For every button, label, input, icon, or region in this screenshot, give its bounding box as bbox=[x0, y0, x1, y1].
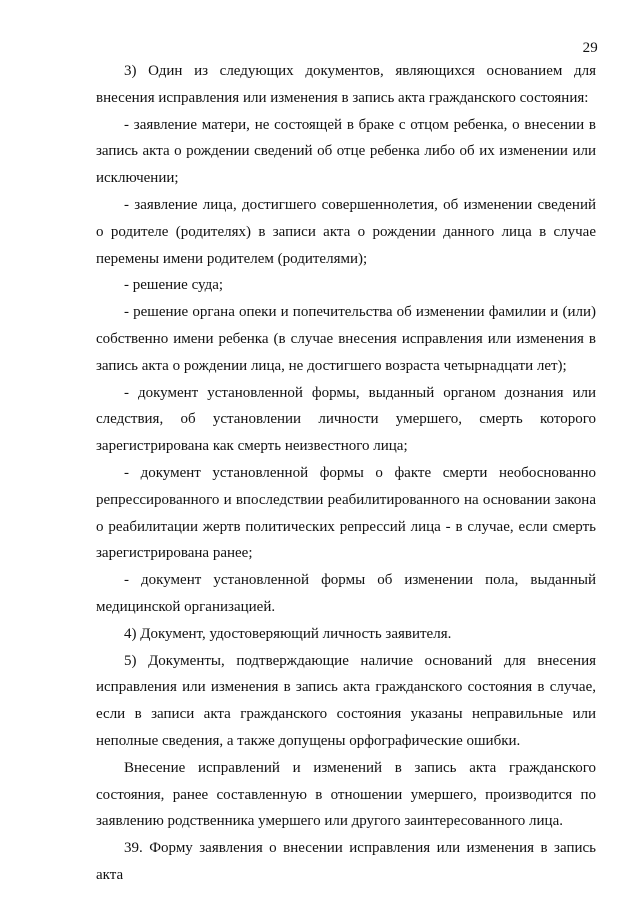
paragraph-mother-statement: - заявление матери, не состоящей в браке с отцом ребенка, о внесении в запись акта о рождении сведений об отце ребенка либо об их изменении или исключении; bbox=[96, 116, 596, 187]
paragraph-item-4: 4) Документ, удостоверяющий личность заявителя. bbox=[124, 625, 452, 642]
paragraph-deceased-corrections: Внесение исправлений и изменений в запись акта гражданского состояния, ранее составленную в отношении умершего, производится по заявлению родственника умершего или другого заинтересованного лица. bbox=[96, 759, 596, 830]
paragraph-gender-change: - документ установленной формы об изменении пола, выданный медицинской организацией. bbox=[96, 572, 596, 615]
paragraph-item-3: 3) Один из следующих документов, являющихся основанием для внесения исправления или изменения в запись акта гражданского состояния: bbox=[96, 63, 596, 106]
paragraph-item-39: 39. Форму заявления о внесении исправления или изменения в запись акта bbox=[96, 840, 596, 883]
paragraph-repression-document: - документ установленной формы о факте смерти необоснованно репрессированного и впоследствии реабилитированного на основании закона о реабилитации жертв политических репрессий лица - в случае, если смерть зарегистрирована ранее; bbox=[96, 464, 596, 562]
paragraph-court-decision: - решение суда; bbox=[124, 277, 224, 294]
paragraph-inquiry-document: - документ установленной формы, выданный органом дознания или следствия, об установлении личности умершего, смерть которого зарегистрирована как смерть неизвестного лица; bbox=[96, 384, 596, 455]
document-body bbox=[96, 58, 596, 889]
page-number: 29 bbox=[582, 40, 598, 56]
paragraph-guardianship-decision: - решение органа опеки и попечительства об изменении фамилии и (или) собственно имени ребенка (в случае внесения исправления или изменения в запись акта о рождении лица, не достигшего возраста четырнадцати лет); bbox=[96, 304, 596, 374]
paragraph-adult-statement: - заявление лица, достигшего совершеннолетия, об изменении сведений о родителе (родителях) в записи акта о рождении данного лица в случае перемены имени родителем (родителями); bbox=[96, 196, 596, 267]
paragraph-item-5: 5) Документы, подтверждающие наличие оснований для внесения исправления или изменения в запись акта гражданского состояния в случае, если в записи акта гражданского состояния указаны неправильные или неполные сведения, а также допущены орфографические ошибки. bbox=[96, 652, 596, 749]
